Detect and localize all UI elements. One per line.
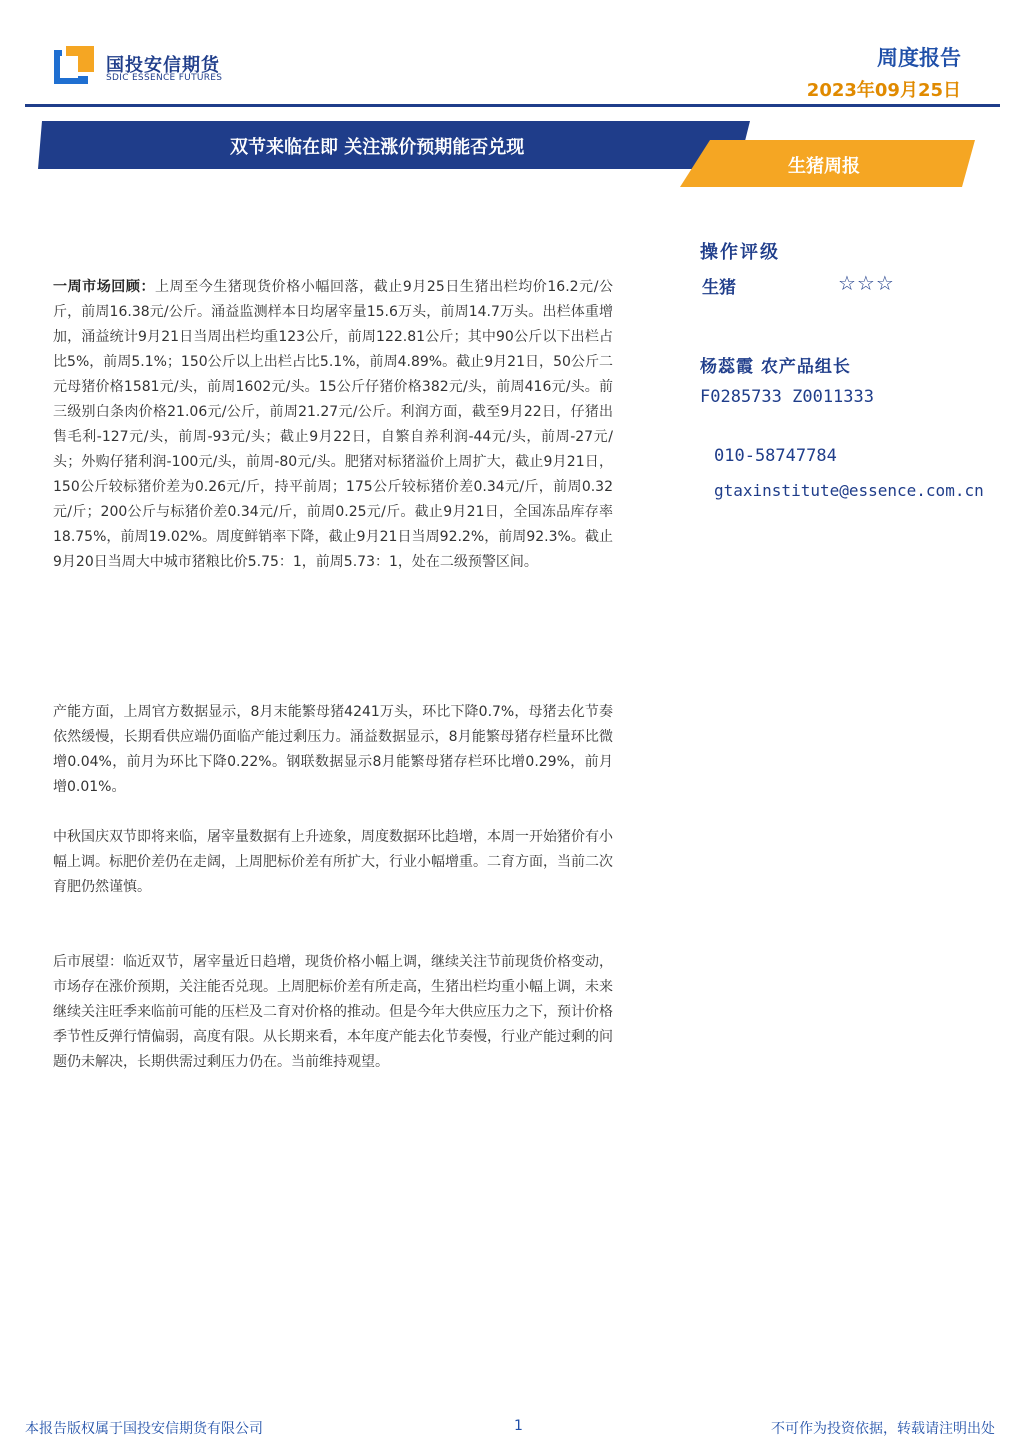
footer-disclaimer: 不可作为投资依据，转载请注明出处: [771, 1421, 995, 1437]
market-review-text: 上周至今生猪现货价格小幅回落，截止9月25日生猪出栏均价16.2元/公斤，前周16.38元/公斤。涌益监测样本日均屠宰量15.6万头，前周14.7万头。出栏体重增加，涌益统计9月21日当周出栏均重123公斤，前周122.81公斤；其中90公斤以下出栏占比5%，前周5.1%；150公斤以上出栏占比5.1%，前周4.89%。截止9月21日，50公斤二元母猪价格1581元/头，前周1602元/头。15公斤仔猪价格382元/头，前周416元/头。前三级别白条肉价格21.06元/公斤，前周21.27元/公斤。利润方面，截至9月22日，仔猪出售毛利-127元/头，前周-93元/头；截止9月22日，自繁自养利润-44元/头，前周-27元/头；外购仔猪利润-100元/头，前周-80元/头。肥猪对标猪溢价上周扩大，截止9月21日，150公斤较标猪价差为0.26元/斤，持平前周；175公斤较标猪价差0.34元/斤，前周0.32元/斤；200公斤与标猪价差0.34元/斤，前周0.25元/斤。截止9月21日，全国冻品库存率18.75%，前周19.02%。周度鲜销率下降，截止9月21日当周92.2%，前周92.3%。截止9月20日当周大中城市猪粮比价5.75：1，前周5.73：1，处在二级预警区间。: [53, 279, 613, 570]
outlook-paragraph: 后市展望：临近双节，屠宰量近日趋增，现货价格小幅上调，继续关注节前现货价格变动，市场存在涨价预期，关注能否兑现。上周肥标价差有所走高，生猪出栏均重小幅上调，未来继续关注旺季来临前可能的压栏及二育对价格的推动。但是今年大供应压力之下，预计价格季节性反弹行情偏弱，高度有限。从长期来看，本年度产能去化节奏慢，行业产能过剩的问题仍未解决，长期供需过剩压力仍在。当前维持观望。: [53, 954, 613, 1070]
analyst-name: 杨蕊霞 农产品组长: [700, 357, 851, 377]
company-name-en: SDIC ESSENCE FUTURES: [106, 73, 223, 83]
report-title: 双节来临在即 关注涨价预期能否兑现: [230, 137, 525, 158]
page-number: 1: [514, 1418, 523, 1434]
rating-heading: 操作评级: [700, 242, 780, 263]
contact-phone: 010-58747784: [714, 446, 837, 466]
company-name-cn: 国投安信期货: [106, 55, 220, 76]
header-divider: [25, 104, 1000, 107]
analyst-cert-numbers: F0285733 Z0011333: [700, 387, 874, 407]
report-type: 周度报告: [877, 46, 961, 70]
report-category: 生猪周报: [788, 156, 860, 177]
holiday-paragraph: 中秋国庆双节即将来临，屠宰量数据有上升迹象，周度数据环比趋增，本周一开始猪价有小幅上调。标肥价差仍在走阔，上周肥标价差有所扩大，行业小幅增重。二育方面，当前二次育肥仍然谨慎。: [53, 829, 613, 895]
report-date: 2023年09月25日: [806, 80, 961, 101]
contact-email[interactable]: gtaxinstitute@essence.com.cn: [714, 481, 984, 500]
capacity-paragraph: 产能方面，上周官方数据显示，8月末能繁母猪4241万头，环比下降0.7%，母猪去化节奏依然缓慢，长期看供应端仍面临产能过剩压力。涌益数据显示，8月能繁母猪存栏量环比微增0.04%，前月为环比下降0.22%。钢联数据显示8月能繁母猪存栏环比增0.29%，前月增0.01%。: [53, 704, 613, 795]
market-review-lead: 一周市场回顾：: [53, 279, 156, 295]
footer-copyright: 本报告版权属于国投安信期货有限公司: [25, 1421, 263, 1437]
rating-stars-icon: ☆☆☆: [838, 271, 895, 295]
market-review-paragraph: [53, 275, 613, 575]
company-logo-icon: [54, 42, 98, 84]
rating-label: 生猪: [702, 278, 736, 298]
